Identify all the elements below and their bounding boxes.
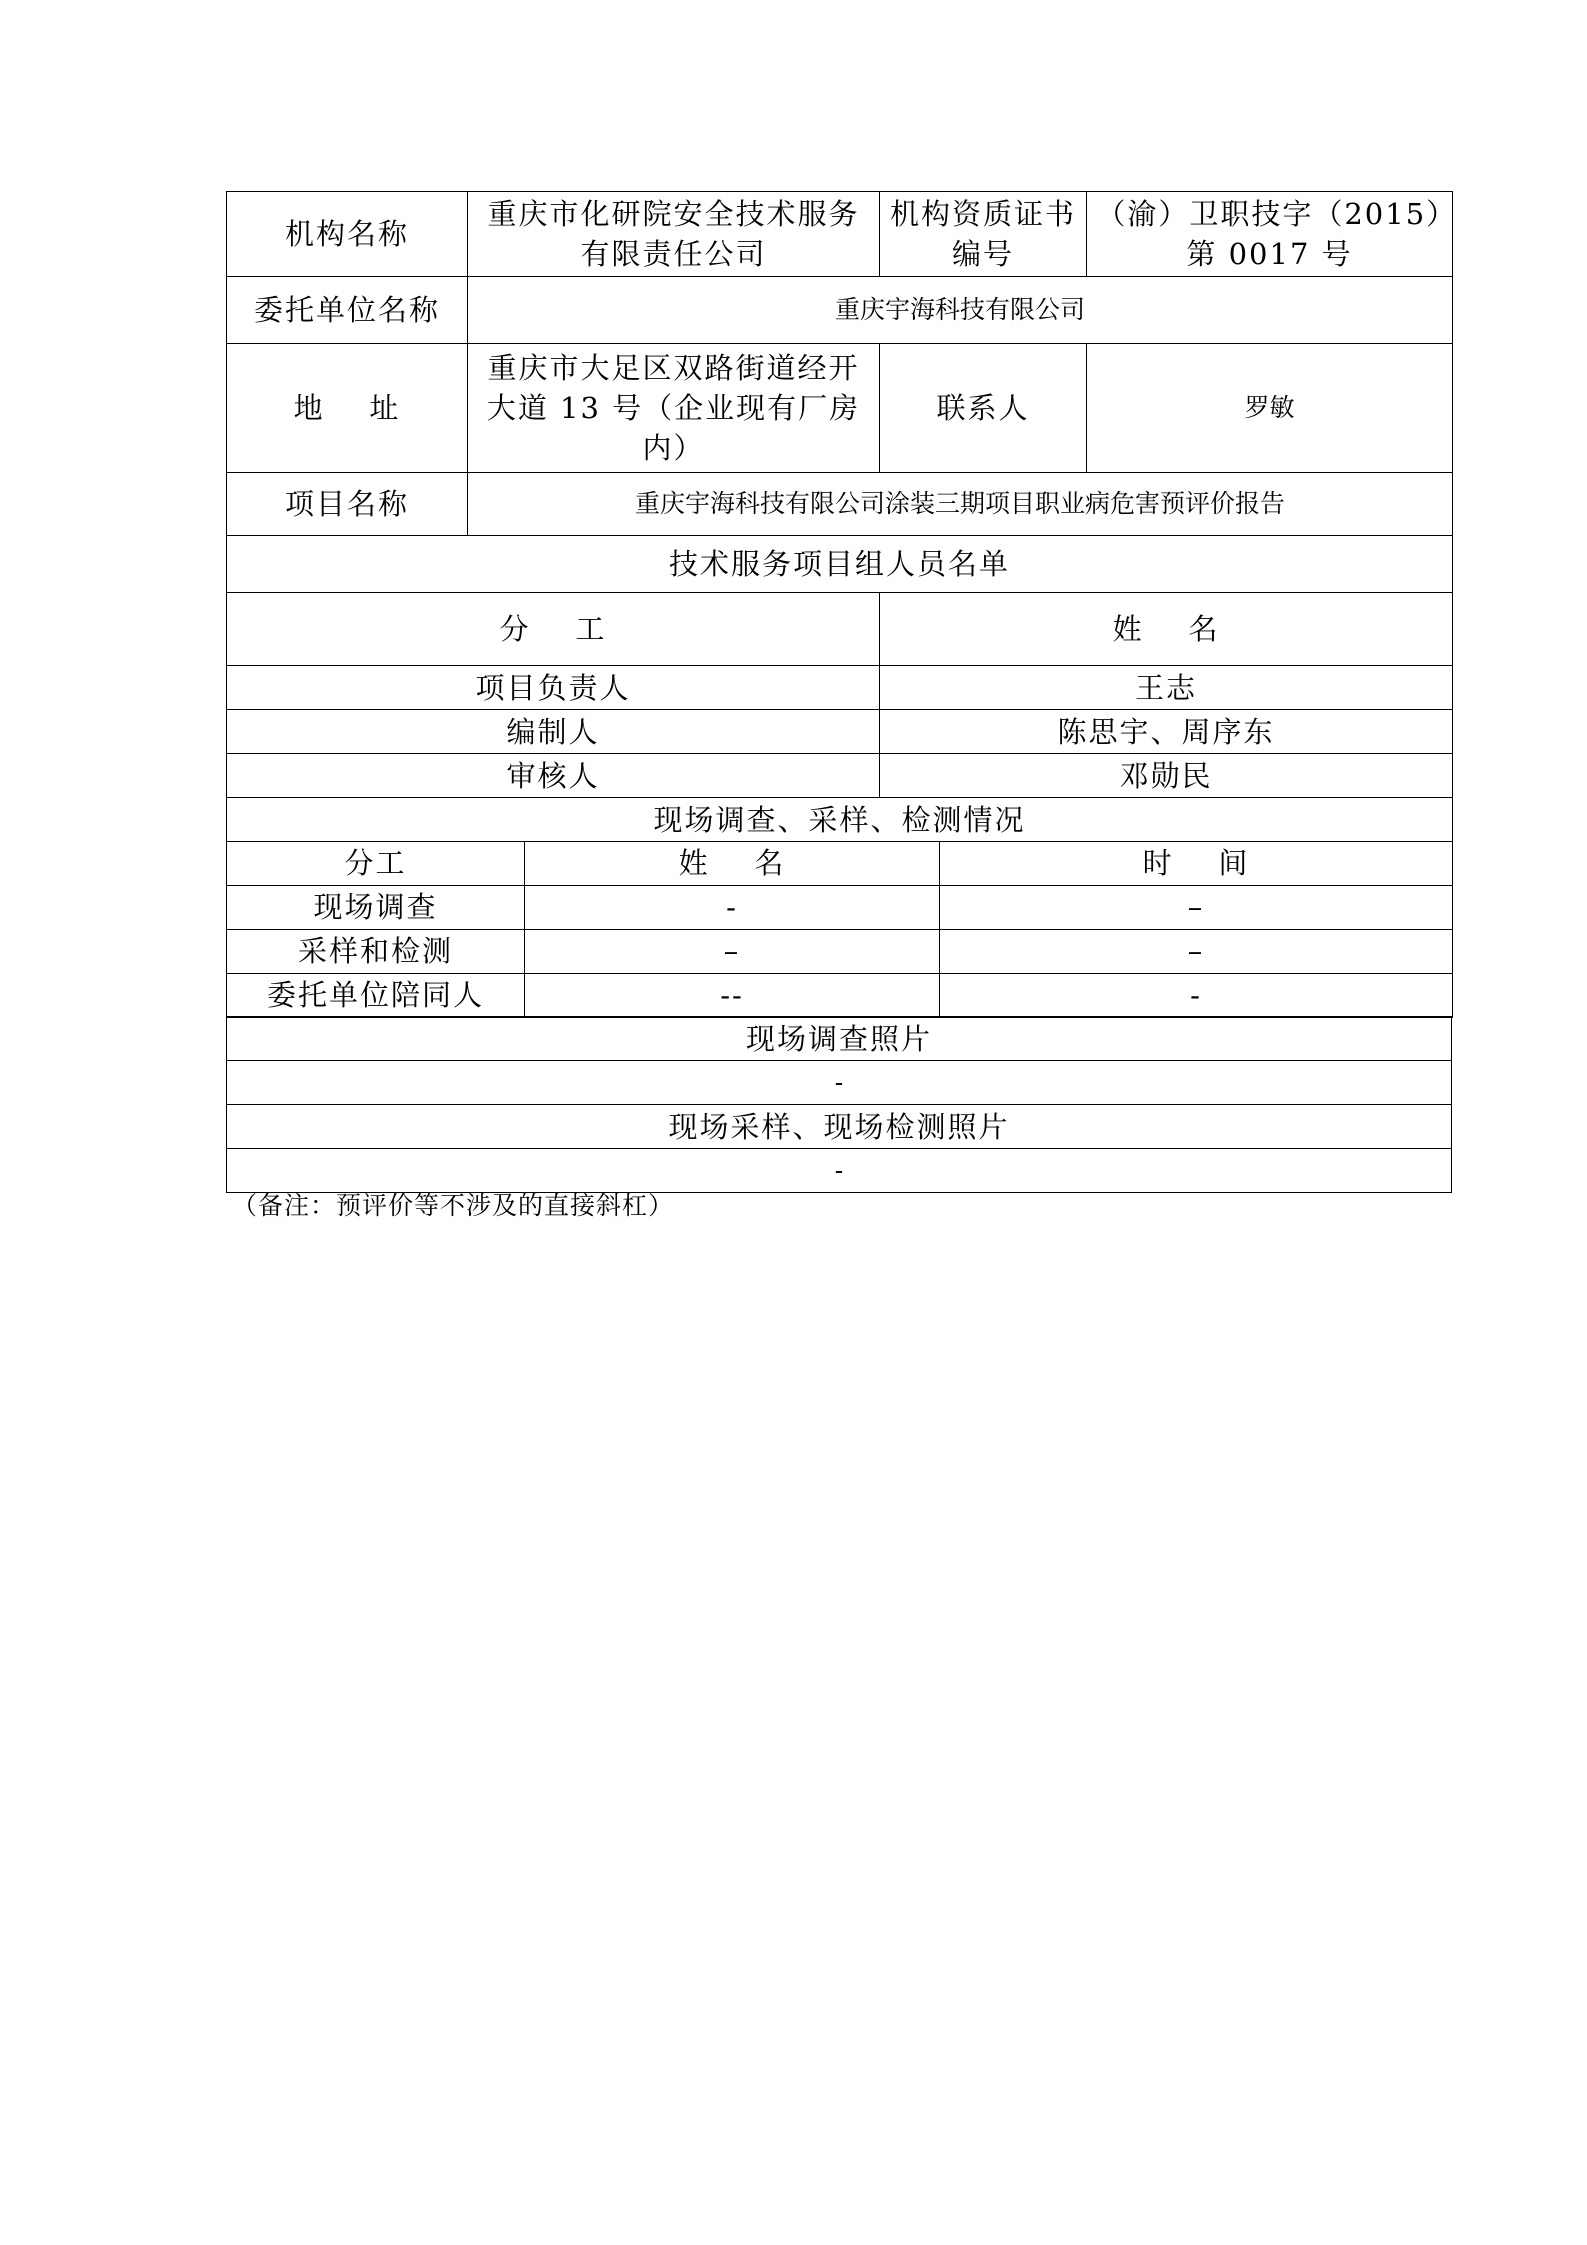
project-label: 项目名称 — [227, 473, 468, 536]
client-label: 委托单位名称 — [227, 277, 468, 344]
team-col-role: 分 工 — [227, 593, 880, 666]
sampling-photo-heading-row — [227, 1105, 1452, 1149]
survey-photo-value: - — [227, 1061, 1452, 1105]
team-role: 审核人 — [227, 754, 880, 798]
team-row — [227, 666, 1453, 710]
survey-photo-row — [227, 1061, 1452, 1105]
survey-heading: 现场调查、采样、检测情况 — [227, 798, 1453, 842]
client-value: 重庆宇海科技有限公司 — [468, 277, 1453, 344]
survey-col-time: 时 间 — [940, 841, 1453, 885]
org-row — [227, 192, 1453, 277]
team-name: 陈思宇、周序东 — [880, 710, 1453, 754]
team-heading-row — [227, 536, 1453, 593]
survey-header-row — [227, 841, 1453, 885]
cert-label: 机构资质证书编号 — [880, 192, 1087, 277]
survey-photo-heading-row — [227, 1017, 1452, 1061]
project-value: 重庆宇海科技有限公司涂装三期项目职业病危害预评价报告 — [468, 473, 1453, 536]
survey-time: - — [940, 973, 1453, 1017]
address-row — [227, 344, 1453, 473]
survey-row — [227, 929, 1453, 973]
team-role: 编制人 — [227, 710, 880, 754]
client-row — [227, 277, 1453, 344]
photos-table — [226, 1016, 1452, 1193]
survey-name: -- — [525, 973, 940, 1017]
team-name: 王志 — [880, 666, 1453, 710]
team-heading: 技术服务项目组人员名单 — [227, 536, 1453, 593]
survey-role: 委托单位陪同人 — [227, 973, 525, 1017]
survey-photo-heading: 现场调查照片 — [227, 1017, 1452, 1061]
address-label: 地 址 — [227, 344, 468, 473]
team-col-name: 姓 名 — [880, 593, 1453, 666]
team-row — [227, 710, 1453, 754]
footnote: （备注：预评价等不涉及的直接斜杠） — [232, 1191, 675, 1220]
survey-col-name: 姓 名 — [525, 841, 940, 885]
org-name-value: 重庆市化研院安全技术服务有限责任公司 — [468, 192, 880, 277]
contact-value: 罗敏 — [1087, 344, 1453, 473]
project-row — [227, 473, 1453, 536]
info-sheet — [226, 191, 1452, 1193]
survey-row — [227, 885, 1453, 929]
team-row — [227, 754, 1453, 798]
survey-role: 采样和检测 — [227, 929, 525, 973]
org-name-label: 机构名称 — [227, 192, 468, 277]
survey-name: – — [525, 929, 940, 973]
contact-label: 联系人 — [880, 344, 1087, 473]
team-header-row — [227, 593, 1453, 666]
sampling-photo-value: - — [227, 1149, 1452, 1193]
team-name: 邓勋民 — [880, 754, 1453, 798]
survey-name: - — [525, 885, 940, 929]
survey-table — [226, 841, 1453, 1018]
survey-role: 现场调查 — [227, 885, 525, 929]
survey-time: – — [940, 929, 1453, 973]
cert-value: （渝）卫职技字（2015）第 0017 号 — [1087, 192, 1453, 277]
address-value: 重庆市大足区双路街道经开大道 13 号（企业现有厂房内） — [468, 344, 880, 473]
survey-time: – — [940, 885, 1453, 929]
info-table — [226, 191, 1453, 842]
team-role: 项目负责人 — [227, 666, 880, 710]
survey-heading-row — [227, 798, 1453, 842]
survey-row — [227, 973, 1453, 1017]
survey-col-role: 分工 — [227, 841, 525, 885]
sampling-photo-heading: 现场采样、现场检测照片 — [227, 1105, 1452, 1149]
